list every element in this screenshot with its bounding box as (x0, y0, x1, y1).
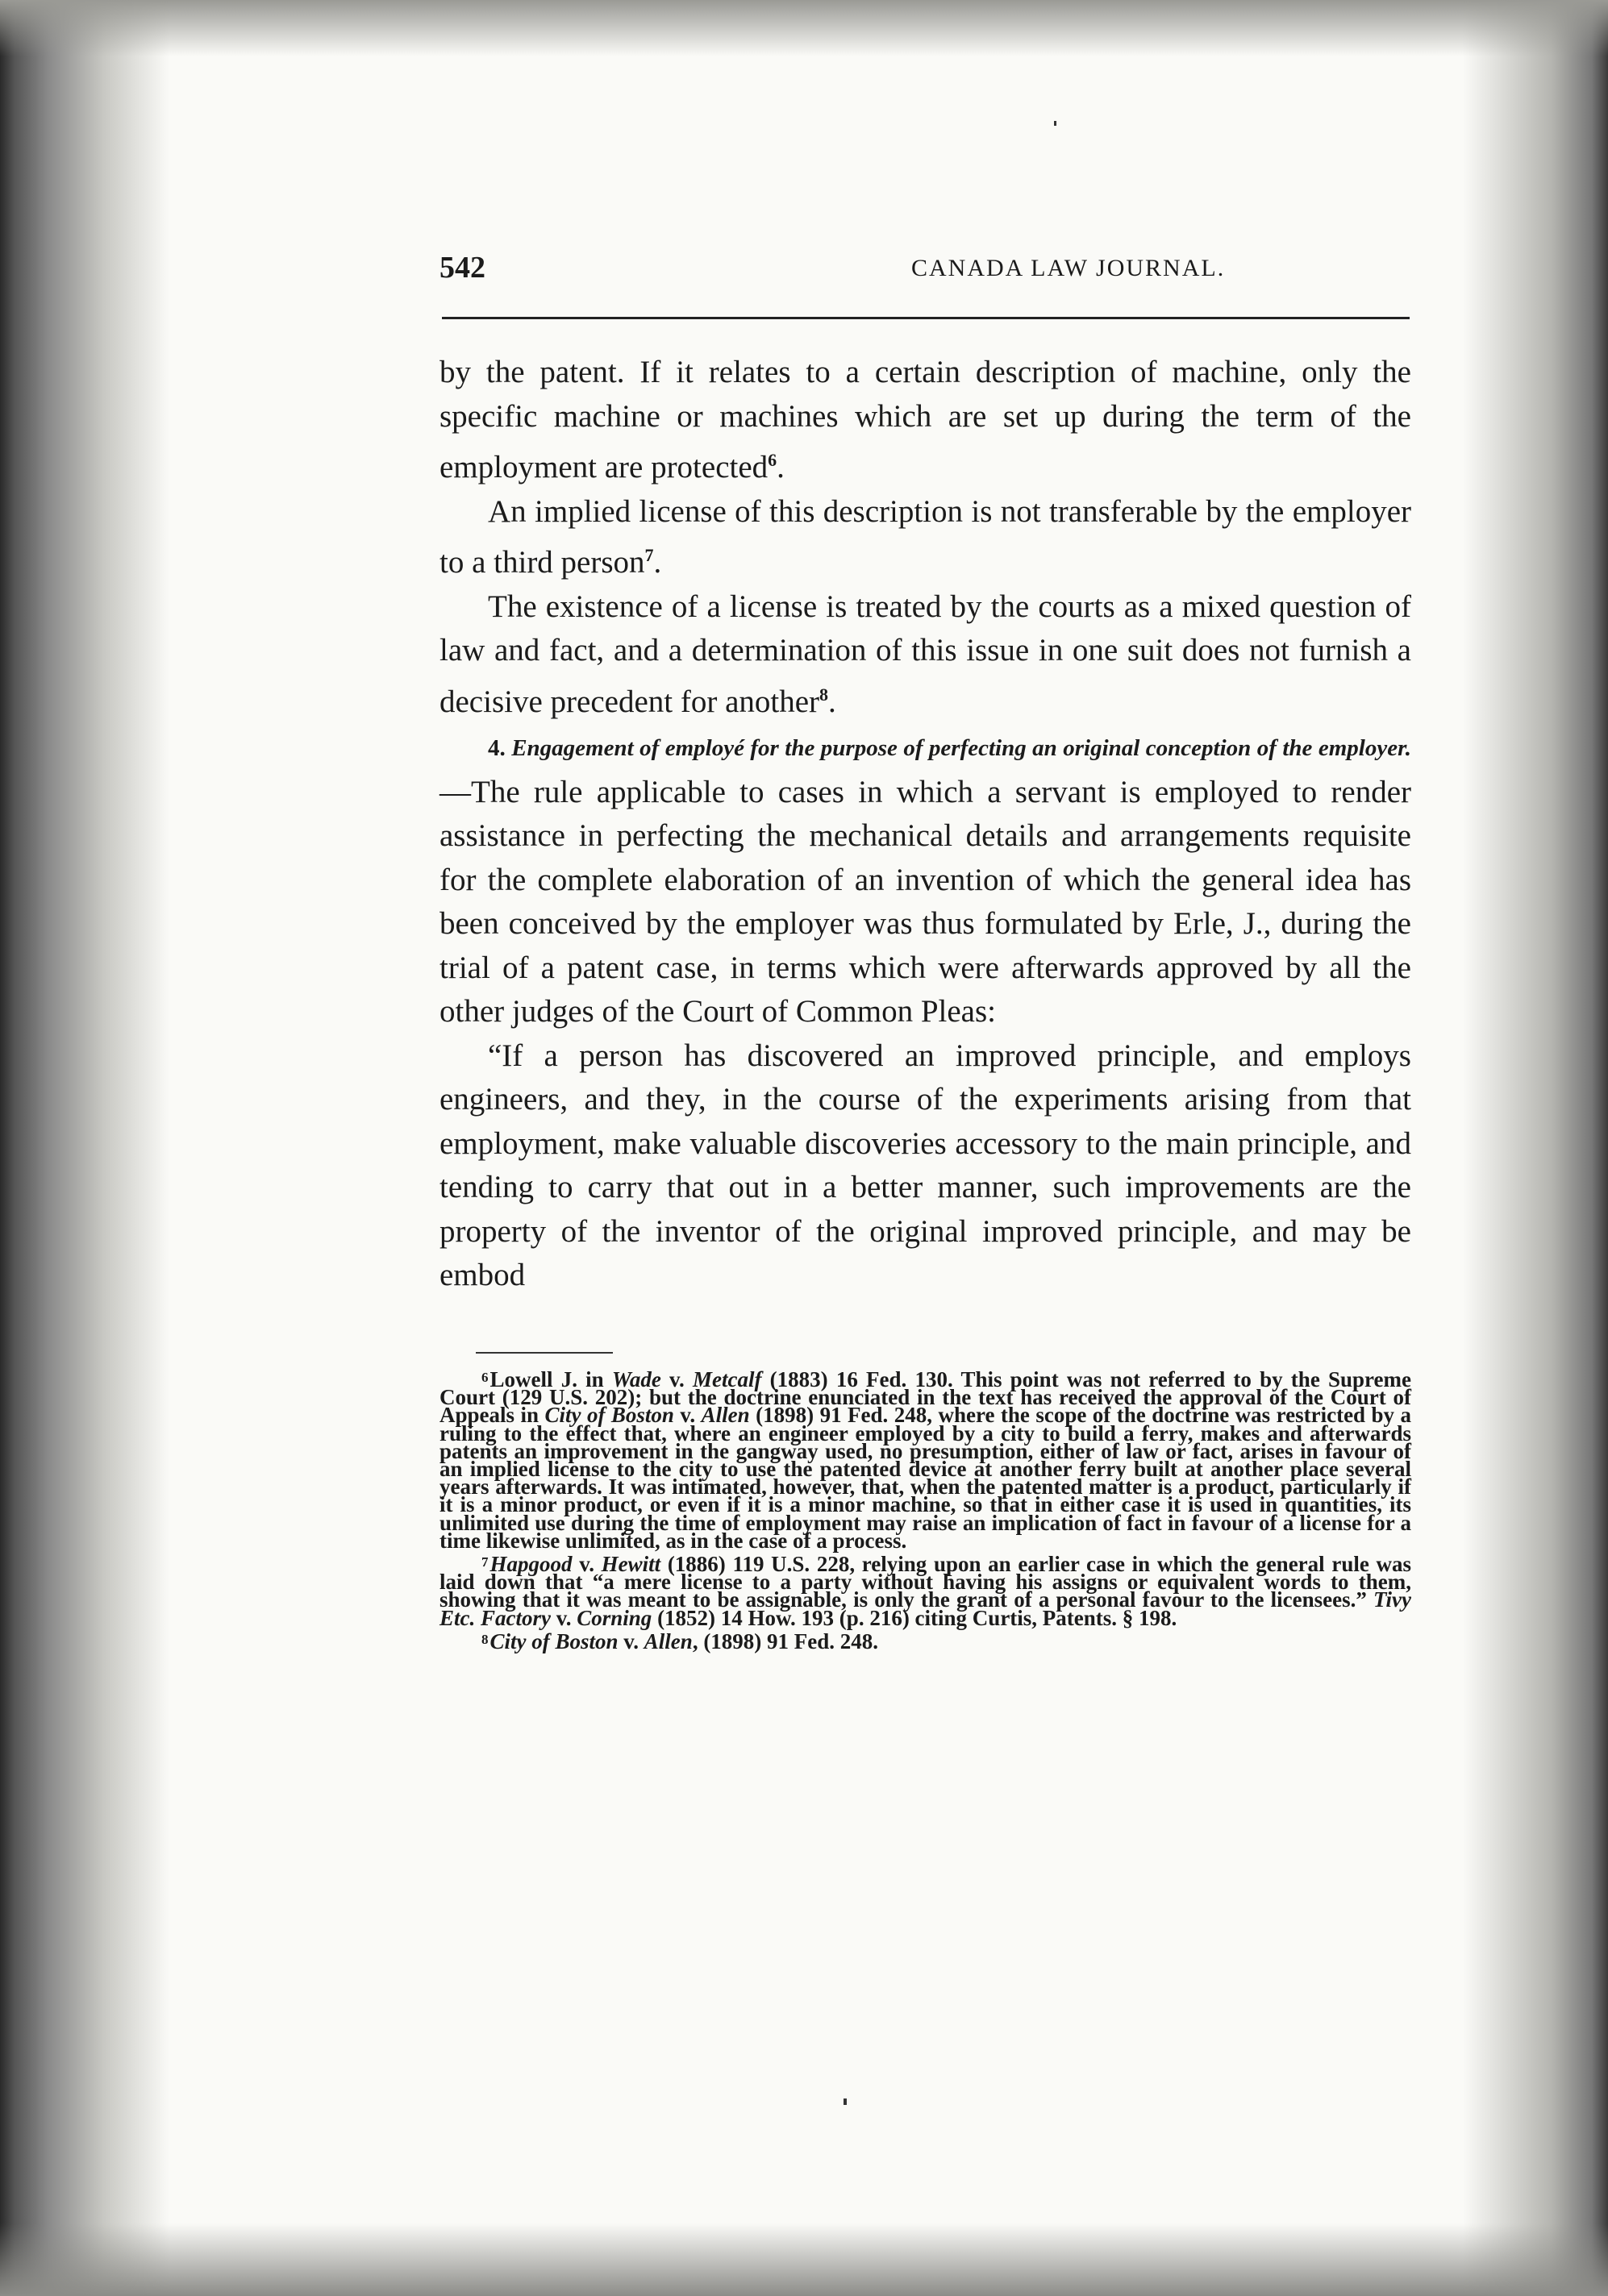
section-heading: 4. Engagement of employé for the purpose of perfecting an original conception of the employer. (488, 735, 1412, 761)
case-name: Metcalf (693, 1367, 762, 1391)
case-name: Wade (611, 1367, 661, 1391)
footnote-text: (1898) 91 Fed. 248, where the scope of the doctrine was restricted by a ruling to the effect that, where an engineer employed by a city to build a ferry, makes and afterwards patents an improvement in the gangway used, no presumption, either of law or fact, arises in favour of an implied license to the city to use the patented device at another ferry built at another place several years afterwards. It was intimated, however, that, when the patented matter is a product, particularly if it is a minor product, or even if it is a minor machine, so that in either case it is used in quantities, its unlimited use during the time of employment may raise an implication of fact in favour of a license for a time likewise unlimited, as in the case of a process. (439, 1403, 1412, 1553)
scan-shadow-bottom (0, 2223, 1608, 2296)
footnote-marker: 8 (481, 1631, 489, 1647)
scan-shadow-top (0, 0, 1608, 56)
paragraph-2: An implied license of this description is not transferable by the employer to a third person$^7$. (439, 493, 1411, 580)
body-text (439, 351, 1411, 1298)
case-name: Allen (701, 1403, 750, 1428)
footnote-text: v. (572, 1552, 602, 1577)
scan-speck (1054, 121, 1056, 126)
paragraph-5: “If a person has discovered an improved principle, and employs engineers, and they, in the course of the experiments arising from that employment, make valuable discoveries accessory to the main principle, and tending to carry that out in a better manner, such improvements are the property of the inventor of the original improved principle, and may be embod (439, 1038, 1411, 1292)
footnote-text: Lowell J. in (489, 1367, 612, 1391)
footnote-6 (439, 1367, 1412, 1553)
header-rule (442, 317, 1410, 319)
footnote-text: (1852) 14 How. 193 (p. 216) citing Curtis, Patents. § 198. (652, 1605, 1177, 1630)
paragraph-4: 4. Engagement of employé for the purpose of perfecting an original conception of the employer.—The rule applicable to cases in which a servant is employed to render assistance in perfecting the mechanical details and arrangements requisite for the complete elaboration of an invention of which the general idea has been conceived by the employer was thus formulated by Erle, J., during the trial of a patent case, in terms which were afterwards approved by all the other judges of the Court of Common Pleas: (439, 735, 1412, 1029)
footnote-text: (1886) 119 U.S. 228, relying upon an earlier case in which the general rule was laid down that “a mere license to a party without having his assigns or equivalent words to them, showing that it was meant to be assignable, is only the grant of a personal favour to the licensees.” (439, 1552, 1412, 1612)
page-header (439, 250, 1407, 298)
section-number: 4. (488, 735, 506, 761)
scan-shadow-left (0, 0, 169, 2296)
footnote-ref-8[interactable]: 8 (819, 684, 829, 705)
footnote-text: v. (660, 1367, 693, 1391)
footnote-text: , (1898) 91 Fed. 248. (692, 1628, 879, 1653)
case-name: Hewitt (601, 1552, 661, 1577)
footnote-text: (1883) 16 Fed. 130. This point was not referred to by the Supreme Court (129 U.S. 202); but the doctrine enunciated in the text has received the approval of the Court of Appeals in (439, 1367, 1411, 1428)
paragraph-3: The existence of a license is treated by the courts as a mixed question of law and fact, and a determination of this issue in one suit does not furnish a decisive precedent for another$^8$. (439, 589, 1411, 719)
footnote-text: v. (550, 1605, 577, 1630)
footnote-7 (439, 1552, 1412, 1630)
paragraph-1: by the patent. If it relates to a certain description of machine, only the specific machine or machines which are set up during the term of the employment are protected$^6$. (439, 355, 1411, 485)
footnote-ref-6[interactable]: 6 (768, 450, 777, 470)
case-name: Tivy Etc. Factory (439, 1587, 1411, 1630)
scan-shadow-right (1463, 0, 1608, 2296)
case-name: City of Boston (489, 1628, 619, 1653)
page-number: 542 (439, 251, 485, 285)
footnotes (439, 1369, 1411, 1654)
case-name: City of Boston (544, 1403, 674, 1428)
footnote-marker: 7 (481, 1554, 489, 1570)
running-head: CANADA LAW JOURNAL. (911, 255, 1226, 281)
case-name: Hapgood (489, 1552, 573, 1577)
case-name: Corning (577, 1605, 652, 1630)
footnote-rule (476, 1352, 613, 1354)
footnote-marker: 6 (481, 1370, 489, 1385)
footnote-text: v. (618, 1628, 644, 1653)
footnote-8 (439, 1628, 1411, 1653)
scan-speck (844, 2098, 847, 2105)
footnote-text: v. (673, 1403, 702, 1428)
footnote-ref-7[interactable]: 7 (644, 545, 654, 565)
case-name: Allen (644, 1628, 693, 1653)
